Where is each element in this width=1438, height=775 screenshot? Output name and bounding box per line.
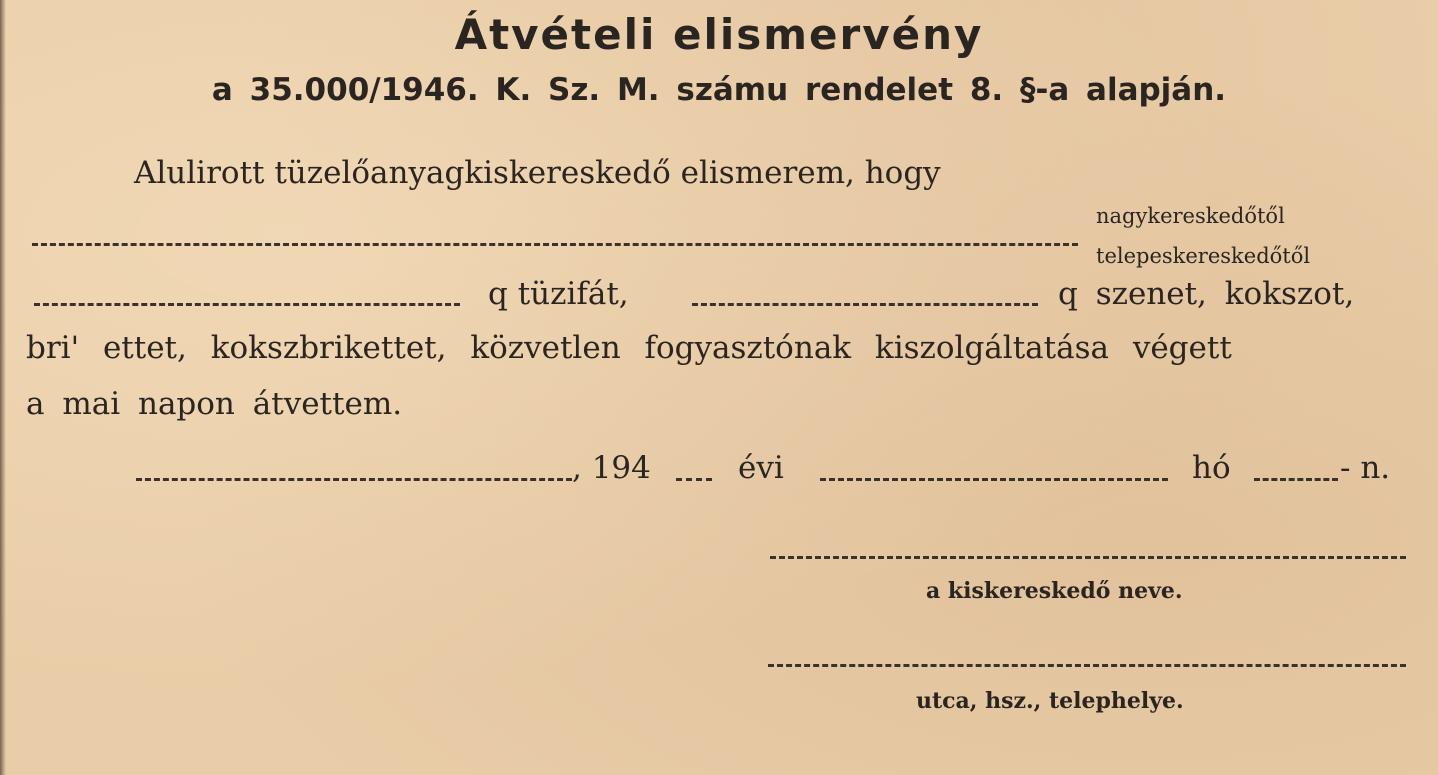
year-digits-blank[interactable] bbox=[676, 478, 712, 481]
firewood-quantity-blank[interactable] bbox=[34, 303, 460, 306]
body-text-line4: a mai napon átvettem. bbox=[26, 386, 403, 422]
form-subtitle: a 35.000/1946. K. Sz. M. számu rendelet 8. §-a alapján. bbox=[211, 72, 1227, 108]
signature-label: a kiskereskedő neve. bbox=[926, 578, 1183, 604]
page-edge-shadow bbox=[0, 0, 6, 775]
body-text-line3-content: bri' ettet, kokszbrikettet, közvetlen fogyasztónak kiszolgáltatása végett bbox=[26, 330, 1232, 366]
day-blank[interactable] bbox=[1254, 478, 1338, 481]
intro-text: Alulirott tüzelőanyagkiskereskedő elismerem, hogy bbox=[134, 155, 941, 191]
form-title: Átvételi elismervény bbox=[454, 10, 984, 59]
firewood-label: q tüzifát, bbox=[488, 276, 629, 312]
body-text-line3 bbox=[26, 330, 1410, 366]
date-year-prefix: , 194 bbox=[572, 450, 651, 486]
option-depot-trader: telepeskereskedőtől bbox=[1096, 244, 1311, 268]
month-blank[interactable] bbox=[820, 478, 1168, 481]
supplier-name-blank[interactable] bbox=[32, 243, 1078, 246]
date-month-label: hó bbox=[1192, 450, 1231, 486]
date-year-label: évi bbox=[738, 450, 784, 486]
address-label: utca, hsz., telephelye. bbox=[916, 688, 1184, 714]
option-wholesaler: nagykereskedőtől bbox=[1096, 204, 1285, 228]
signature-blank[interactable] bbox=[770, 556, 1406, 559]
coal-label: q szenet, kokszot, bbox=[1058, 276, 1355, 312]
date-day-suffix: - n. bbox=[1340, 450, 1391, 486]
coal-quantity-blank[interactable] bbox=[692, 303, 1038, 306]
address-blank[interactable] bbox=[768, 664, 1406, 667]
place-blank[interactable] bbox=[136, 478, 572, 481]
